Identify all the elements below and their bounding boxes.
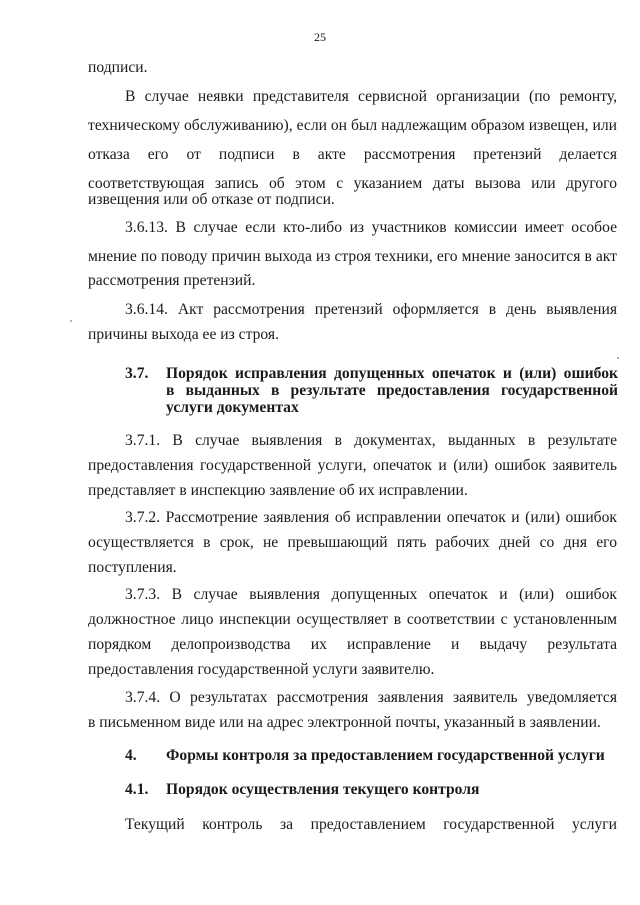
paragraph-line: предоставления государственной услуги, опечаток и (или) ошибок заявитель <box>88 457 617 474</box>
paragraph-line: 3.7.3. В случае выявления допущенных опечаток и (или) ошибок <box>125 586 617 603</box>
page-number: 25 <box>314 30 326 44</box>
scan-speck <box>70 320 72 322</box>
paragraph-line: 3.6.14. Акт рассмотрения претензий оформляется в день выявления <box>125 301 617 318</box>
section-heading-line: услуги документах <box>166 399 299 416</box>
paragraph-line: осуществляется в срок, не превышающий пять рабочих дней со дня его <box>88 534 617 551</box>
paragraph-line: В случае неявки представителя сервисной организации (по ремонту, <box>125 88 617 105</box>
section-number: 4. <box>125 747 137 764</box>
paragraph-line: должностное лицо инспекции осуществляет в соответствии с установленным <box>88 611 617 628</box>
section-number: 4.1. <box>125 781 149 798</box>
paragraph-line: 3.7.1. В случае выявления в документах, выданных в результате <box>125 432 617 449</box>
paragraph-line: причины выхода ее из строя. <box>88 326 279 343</box>
paragraph-line: Текущий контроль за предоставлением государственной услуги <box>125 816 617 833</box>
paragraph-line: извещения или об отказе от подписи. <box>88 191 335 208</box>
paragraph-line: представляет в инспекцию заявление об их исправлении. <box>88 482 468 499</box>
section-heading-line: в выданных в результате предоставления государственной <box>166 382 618 399</box>
paragraph-line: соответствующая запись об этом с указанием даты вызова или другого <box>88 175 617 192</box>
paragraph-line: 3.7.2. Рассмотрение заявления об исправлении опечаток и (или) ошибок <box>125 509 617 526</box>
paragraph-line: мнение по поводу причин выхода из строя техники, его мнение заносится в акт <box>88 248 617 265</box>
paragraph-line: предоставления государственной услуги заявителю. <box>88 661 435 678</box>
paragraph-line: отказа его от подписи в акте рассмотрения претензий делается <box>88 146 617 163</box>
paragraph-line: 3.7.4. О результатах рассмотрения заявления заявитель уведомляется <box>125 689 617 706</box>
section-heading: Формы контроля за предоставлением государственной услуги <box>166 747 605 764</box>
paragraph-line: 3.6.13. В случае если кто-либо из участников комиссии имеет особое <box>125 219 617 236</box>
paragraph-line: порядком делопроизводства их исправление и выдачу результата <box>88 636 617 653</box>
section-heading-line: Порядок исправления допущенных опечаток и (или) ошибок <box>166 365 618 382</box>
paragraph-line: поступления. <box>88 559 177 576</box>
section-heading: Порядок осуществления текущего контроля <box>166 781 480 798</box>
scan-speck <box>617 357 619 359</box>
paragraph-line: в письменном виде или на адрес электронной почты, указанный в заявлении. <box>88 714 601 731</box>
paragraph-line: техническому обслуживанию), если он был надлежащим образом извещен, или <box>88 117 617 134</box>
paragraph-line: подписи. <box>88 59 148 76</box>
paragraph-line: рассмотрения претензий. <box>88 272 256 289</box>
section-number: 3.7. <box>125 365 149 382</box>
